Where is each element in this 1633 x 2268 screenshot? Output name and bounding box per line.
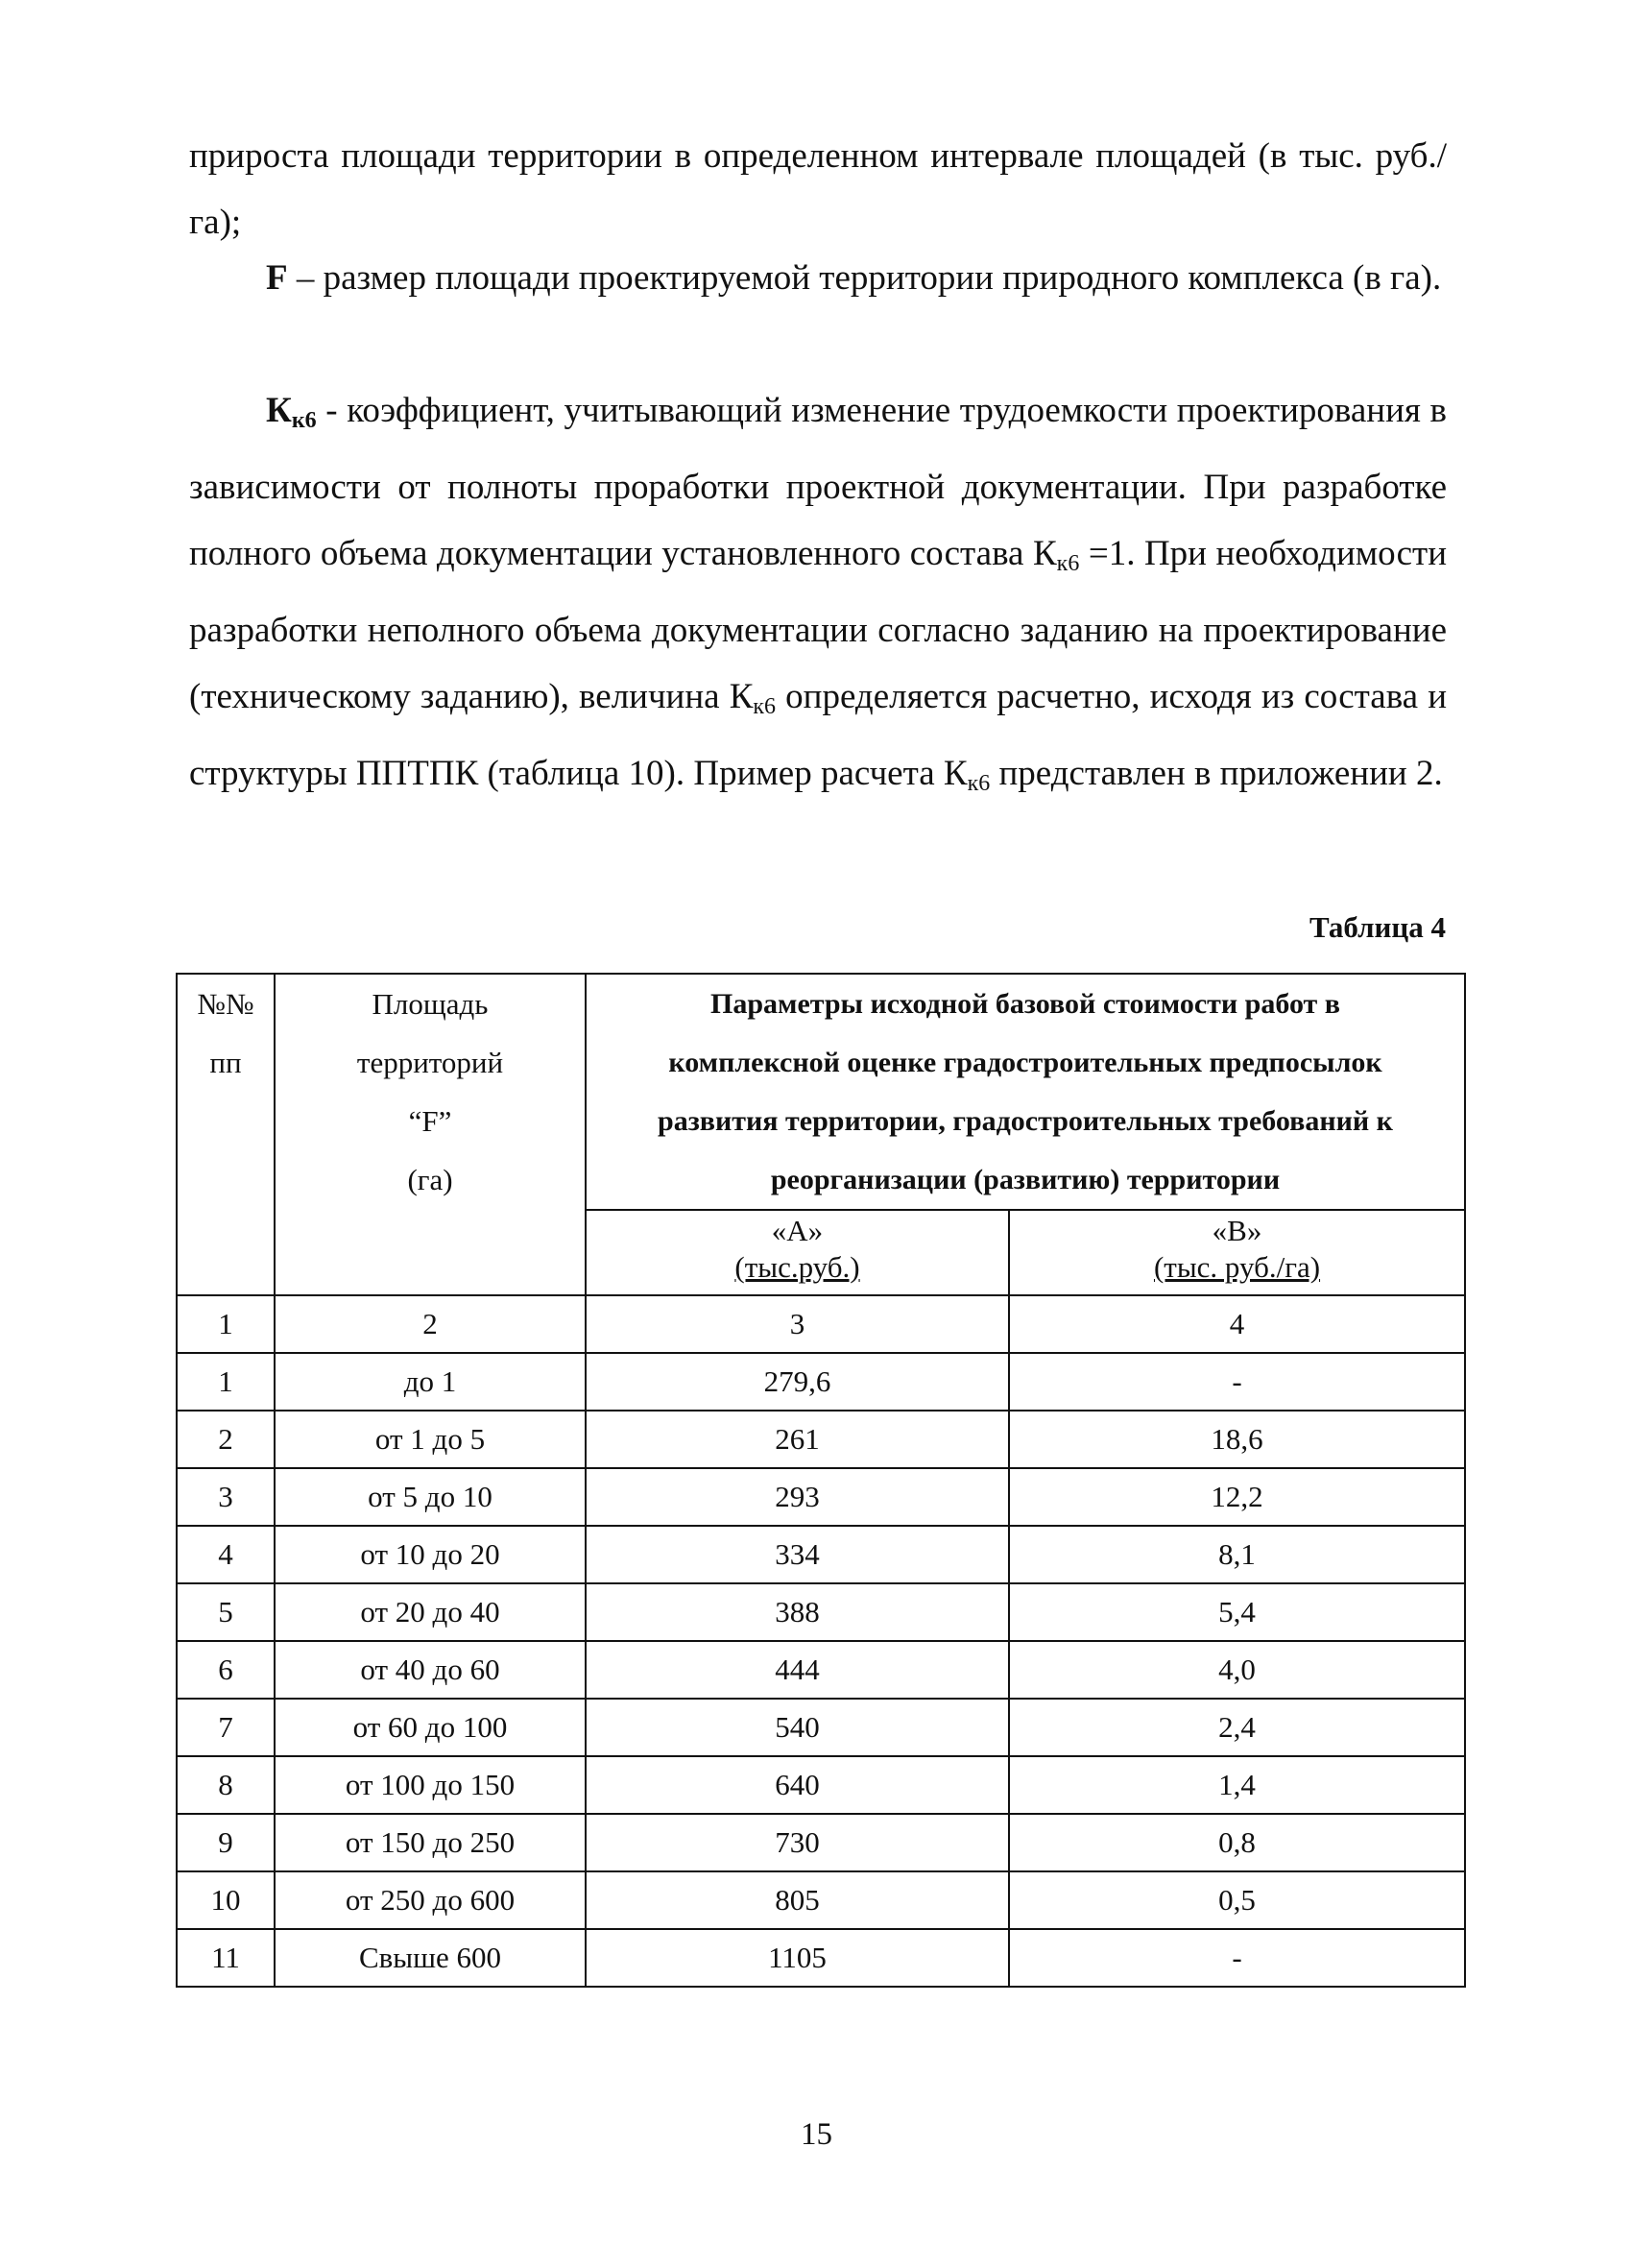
cell-a: 261 xyxy=(586,1411,1009,1468)
subscript-3: к6 xyxy=(967,771,991,796)
header-num: №№ пп xyxy=(177,974,275,1295)
cell-a: 640 xyxy=(586,1756,1009,1814)
paragraph-1-text: прироста площади территории в определенном интервале площадей (в тыс. руб./га); xyxy=(189,136,1447,242)
table-row xyxy=(177,1353,1465,1411)
paragraph-1 xyxy=(189,123,1447,255)
cell-b: 12,2 xyxy=(1009,1468,1465,1526)
cell-area: от 150 до 250 xyxy=(275,1814,586,1871)
cell-num: 3 xyxy=(177,1468,275,1526)
table-header-row xyxy=(177,974,1465,1210)
paragraph-3-part1: - коэффициент, учитывающий изменение трудоемкости проектирования в зависимости от полноты проработки проектной документации. При разработке полного объема документации установленного состава К xyxy=(189,391,1447,573)
header-params: Параметры исходной базовой стоимости работ в комплексной оценке градостроительных предпосылок развития территории, градостроительных требований к реорганизации (развитию) территории xyxy=(586,974,1465,1210)
cell-area: от 100 до 150 xyxy=(275,1756,586,1814)
header-b: «В» (тыс. руб./га) xyxy=(1009,1210,1465,1295)
cell-area: от 1 до 5 xyxy=(275,1411,586,1468)
paragraph-3-part3: определяется расчетно, исходя из состава и структуры ППТПК (таблица 10). Пример расчета К xyxy=(189,677,1448,793)
column-number: 2 xyxy=(275,1295,586,1353)
paragraph-3 xyxy=(189,377,1447,817)
cell-b: 0,8 xyxy=(1009,1814,1465,1871)
cell-b: - xyxy=(1009,1353,1465,1411)
cell-b: 5,4 xyxy=(1009,1583,1465,1641)
table-row xyxy=(177,1583,1465,1641)
column-number: 1 xyxy=(177,1295,275,1353)
cell-area: от 250 до 600 xyxy=(275,1871,586,1929)
paragraph-2 xyxy=(189,245,1447,311)
cell-area: от 40 до 60 xyxy=(275,1641,586,1699)
cell-area: от 60 до 100 xyxy=(275,1699,586,1756)
table-row xyxy=(177,1929,1465,1987)
paragraph-2-text: – размер площади проектируемой территории природного комплекса (в га). xyxy=(287,258,1442,298)
cell-b: 18,6 xyxy=(1009,1411,1465,1468)
cell-b: 8,1 xyxy=(1009,1526,1465,1583)
cell-area: до 1 xyxy=(275,1353,586,1411)
table-row xyxy=(177,1641,1465,1699)
cell-num: 1 xyxy=(177,1353,275,1411)
cell-b: - xyxy=(1009,1929,1465,1987)
table-row xyxy=(177,1411,1465,1468)
cell-num: 8 xyxy=(177,1756,275,1814)
cell-b: 0,5 xyxy=(1009,1871,1465,1929)
cell-b: 1,4 xyxy=(1009,1756,1465,1814)
cell-a: 540 xyxy=(586,1699,1009,1756)
cell-a: 1105 xyxy=(586,1929,1009,1987)
table-row xyxy=(177,1699,1465,1756)
cell-num: 6 xyxy=(177,1641,275,1699)
cell-b: 2,4 xyxy=(1009,1699,1465,1756)
cell-a: 279,6 xyxy=(586,1353,1009,1411)
cell-area: Свыше 600 xyxy=(275,1929,586,1987)
table-row xyxy=(177,1468,1465,1526)
column-number: 4 xyxy=(1009,1295,1465,1353)
cell-a: 730 xyxy=(586,1814,1009,1871)
cell-a: 334 xyxy=(586,1526,1009,1583)
column-number-row xyxy=(177,1295,1465,1353)
page-number: 15 xyxy=(801,2117,832,2152)
symbol-kk6: $К_{к6}$ xyxy=(266,391,317,433)
subscript-1: к6 xyxy=(1056,551,1080,576)
cell-a: 805 xyxy=(586,1871,1009,1929)
cell-a: 293 xyxy=(586,1468,1009,1526)
cell-num: 9 xyxy=(177,1814,275,1871)
cell-a: 444 xyxy=(586,1641,1009,1699)
cell-num: 2 xyxy=(177,1411,275,1468)
symbol-f: F xyxy=(266,258,288,298)
cell-b: 4,0 xyxy=(1009,1641,1465,1699)
cell-num: 11 xyxy=(177,1929,275,1987)
cell-area: от 20 до 40 xyxy=(275,1583,586,1641)
table-row xyxy=(177,1871,1465,1929)
header-a: «А» (тыс.руб.) xyxy=(586,1210,1009,1295)
header-area: Площадь территорий “F” (га) xyxy=(275,974,586,1295)
table-row xyxy=(177,1756,1465,1814)
cell-num: 5 xyxy=(177,1583,275,1641)
paragraph-3-part4: представлен в приложении 2. xyxy=(990,754,1443,793)
cell-area: от 5 до 10 xyxy=(275,1468,586,1526)
cell-area: от 10 до 20 xyxy=(275,1526,586,1583)
cell-num: 7 xyxy=(177,1699,275,1756)
table-row xyxy=(177,1814,1465,1871)
cell-num: 10 xyxy=(177,1871,275,1929)
paragraph-3-part2: =1. При необходимости разработки неполного объема документации согласно заданию на проектирование (техническому заданию), величина К xyxy=(189,534,1447,716)
column-number: 3 xyxy=(586,1295,1009,1353)
cell-num: 4 xyxy=(177,1526,275,1583)
table-caption: Таблица 4 xyxy=(1309,910,1446,944)
cell-a: 388 xyxy=(586,1583,1009,1641)
data-table xyxy=(176,973,1466,1988)
subscript-2: к6 xyxy=(753,694,777,719)
table-body xyxy=(177,1353,1465,1987)
table-row xyxy=(177,1526,1465,1583)
